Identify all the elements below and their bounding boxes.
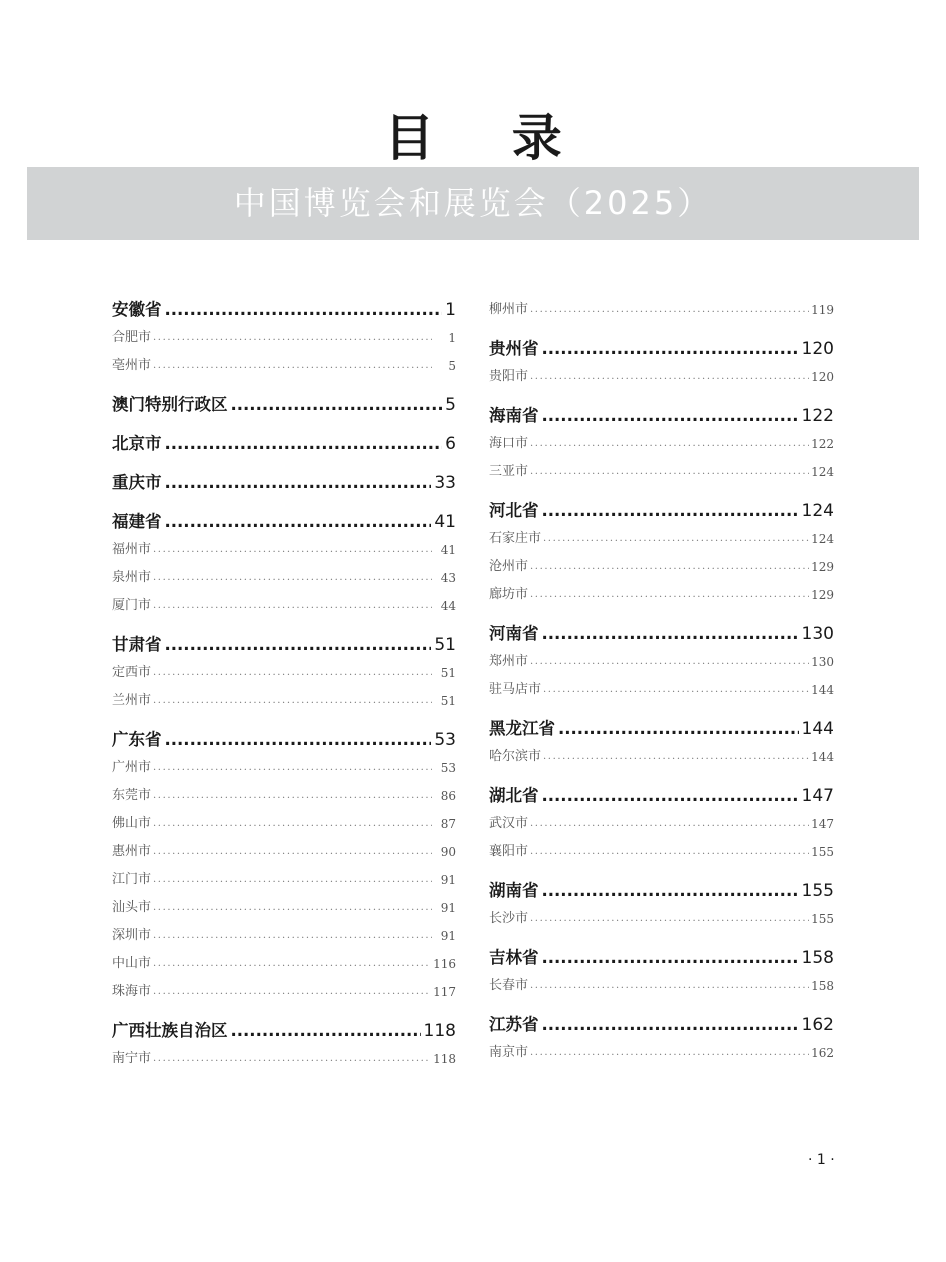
dot-leader (530, 363, 809, 391)
toc-city-entry[interactable] (112, 782, 456, 810)
city-name: 江门市 (112, 872, 152, 887)
city-page-number: 147 (811, 817, 834, 831)
dot-leader (542, 782, 799, 810)
province-page-number: 53 (434, 730, 456, 750)
province-name: 澳门特别行政区 (112, 395, 228, 414)
toc-city-entry[interactable] (489, 525, 834, 553)
city-name: 惠州市 (112, 844, 152, 859)
toc-province-entry[interactable] (112, 469, 456, 497)
city-page-number: 91 (440, 929, 456, 943)
toc-city-entry[interactable] (489, 648, 834, 676)
toc-province-entry[interactable] (112, 1017, 456, 1045)
dot-leader (165, 469, 432, 497)
toc-city-entry[interactable] (112, 922, 456, 950)
toc-province-entry[interactable] (112, 726, 456, 754)
toc-city-entry[interactable] (489, 838, 834, 866)
dot-leader (542, 620, 799, 648)
toc-group (112, 296, 456, 380)
city-name: 中山市 (112, 956, 152, 971)
dot-leader (530, 296, 809, 324)
toc-city-entry[interactable] (489, 458, 834, 486)
province-page-number: 162 (801, 1015, 834, 1035)
city-name: 长春市 (489, 978, 529, 993)
dot-leader (542, 497, 799, 525)
toc-group (489, 335, 834, 391)
province-page-number: 120 (801, 339, 834, 359)
dot-leader (153, 754, 432, 782)
toc-group (112, 391, 456, 419)
city-name: 三亚市 (489, 464, 529, 479)
city-name: 廊坊市 (489, 587, 529, 602)
dot-leader (165, 631, 432, 659)
dot-leader (153, 564, 432, 592)
toc-city-entry[interactable] (489, 430, 834, 458)
toc-city-entry[interactable] (112, 978, 456, 1006)
province-name: 黑龙江省 (489, 719, 555, 738)
toc-city-entry[interactable] (112, 536, 456, 564)
city-name: 沧州市 (489, 559, 529, 574)
toc-city-entry[interactable] (112, 687, 456, 715)
province-name: 重庆市 (112, 473, 162, 492)
city-page-number: 124 (811, 465, 834, 479)
dot-leader (153, 592, 432, 620)
province-name: 北京市 (112, 434, 162, 453)
toc-city-entry[interactable] (489, 1039, 834, 1067)
toc-city-entry[interactable] (112, 950, 456, 978)
city-name: 贵阳市 (489, 369, 529, 384)
toc-province-entry[interactable] (489, 944, 834, 972)
city-name: 泉州市 (112, 570, 152, 585)
dot-leader (153, 352, 432, 380)
toc-province-entry[interactable] (489, 335, 834, 363)
toc-city-entry[interactable] (112, 754, 456, 782)
banner-title: 中国博览会和展览会（2025） (233, 184, 713, 222)
toc-city-entry[interactable] (489, 676, 834, 704)
toc-province-entry[interactable] (112, 508, 456, 536)
city-page-number: 144 (811, 750, 834, 764)
province-page-number: 5 (445, 395, 456, 415)
toc-province-entry[interactable] (489, 715, 834, 743)
dot-leader (530, 838, 809, 866)
toc-province-entry[interactable] (112, 430, 456, 458)
city-page-number: 87 (440, 817, 456, 831)
toc-city-entry[interactable] (112, 1045, 456, 1073)
city-name: 兰州市 (112, 693, 152, 708)
dot-leader (153, 782, 432, 810)
city-page-number: 144 (811, 683, 834, 697)
city-page-number: 44 (440, 599, 456, 613)
province-name: 湖南省 (489, 881, 539, 900)
city-page-number: 116 (433, 957, 456, 971)
city-page-number: 86 (440, 789, 456, 803)
toc-city-entry[interactable] (112, 564, 456, 592)
city-page-number: 155 (811, 912, 834, 926)
toc-group (489, 296, 834, 324)
city-page-number: 91 (440, 901, 456, 915)
city-page-number: 119 (811, 303, 834, 317)
city-page-number: 1 (448, 331, 456, 345)
toc-province-entry[interactable] (112, 296, 456, 324)
dot-leader (543, 525, 809, 553)
toc-city-entry[interactable] (489, 972, 834, 1000)
toc-city-entry[interactable] (112, 866, 456, 894)
city-page-number: 162 (811, 1046, 834, 1060)
province-name: 河北省 (489, 501, 539, 520)
subtitle-banner (27, 167, 919, 240)
dot-leader (165, 726, 432, 754)
toc-province-entry[interactable] (489, 877, 834, 905)
toc-city-entry[interactable] (112, 659, 456, 687)
city-page-number: 130 (811, 655, 834, 669)
city-page-number: 51 (440, 666, 456, 680)
province-page-number: 155 (801, 881, 834, 901)
province-page-number: 122 (801, 406, 834, 426)
toc-group (489, 782, 834, 866)
province-name: 安徽省 (112, 300, 162, 319)
toc-city-entry[interactable] (489, 581, 834, 609)
page-title: 目 录 (384, 109, 592, 167)
toc-city-entry[interactable] (112, 894, 456, 922)
province-name: 广西壮族自治区 (112, 1021, 228, 1040)
dot-leader (153, 950, 431, 978)
city-page-number: 129 (811, 588, 834, 602)
city-name: 东莞市 (112, 788, 152, 803)
city-name: 南京市 (489, 1045, 529, 1060)
province-name: 河南省 (489, 624, 539, 643)
toc-group (112, 726, 456, 1006)
province-name: 江苏省 (489, 1015, 539, 1034)
dot-leader (542, 877, 799, 905)
dot-leader (543, 743, 809, 771)
dot-leader (153, 536, 432, 564)
dot-leader (542, 335, 799, 363)
city-page-number: 120 (811, 370, 834, 384)
toc-province-entry[interactable] (112, 631, 456, 659)
dot-leader (530, 810, 809, 838)
city-page-number: 41 (440, 543, 456, 557)
city-page-number: 124 (811, 532, 834, 546)
province-page-number: 6 (445, 434, 456, 454)
city-page-number: 53 (440, 761, 456, 775)
toc-group (112, 430, 456, 458)
toc-group (489, 620, 834, 704)
dot-leader (558, 715, 799, 743)
dot-leader (543, 676, 809, 704)
toc-group (489, 497, 834, 609)
toc-city-entry[interactable] (112, 592, 456, 620)
toc-group (489, 715, 834, 771)
province-name: 贵州省 (489, 339, 539, 358)
city-name: 深圳市 (112, 928, 152, 943)
province-page-number: 144 (801, 719, 834, 739)
city-page-number: 5 (448, 359, 456, 373)
dot-leader (530, 1039, 809, 1067)
toc-city-entry[interactable] (112, 324, 456, 352)
dot-leader (153, 810, 432, 838)
dot-leader (153, 1045, 431, 1073)
city-name: 合肥市 (112, 330, 152, 345)
dot-leader (153, 922, 432, 950)
city-name: 郑州市 (489, 654, 529, 669)
city-name: 佛山市 (112, 816, 152, 831)
dot-leader (542, 944, 799, 972)
city-name: 柳州市 (489, 302, 529, 317)
dot-leader (231, 1017, 421, 1045)
province-name: 吉林省 (489, 948, 539, 967)
province-page-number: 51 (434, 635, 456, 655)
city-name: 海口市 (489, 436, 529, 451)
city-page-number: 122 (811, 437, 834, 451)
province-name: 广东省 (112, 730, 162, 749)
toc-province-entry[interactable] (489, 1011, 834, 1039)
city-name: 亳州市 (112, 358, 152, 373)
city-page-number: 118 (433, 1052, 456, 1066)
toc-city-entry[interactable] (489, 905, 834, 933)
city-page-number: 90 (440, 845, 456, 859)
city-page-number: 155 (811, 845, 834, 859)
dot-leader (153, 894, 432, 922)
city-name: 石家庄市 (489, 531, 542, 546)
toc-province-entry[interactable] (112, 391, 456, 419)
dot-leader (153, 687, 432, 715)
dot-leader (153, 838, 432, 866)
toc-city-entry[interactable] (489, 810, 834, 838)
dot-leader (153, 324, 432, 352)
toc-left-column (112, 296, 456, 1084)
province-page-number: 158 (801, 948, 834, 968)
dot-leader (530, 972, 809, 1000)
toc-group (112, 508, 456, 620)
toc-group (112, 1017, 456, 1073)
dot-leader (153, 978, 431, 1006)
dot-leader (530, 430, 809, 458)
city-name: 南宁市 (112, 1051, 152, 1066)
city-page-number: 158 (811, 979, 834, 993)
province-name: 海南省 (489, 406, 539, 425)
toc-group (489, 944, 834, 1000)
dot-leader (153, 866, 432, 894)
city-page-number: 51 (440, 694, 456, 708)
city-name: 武汉市 (489, 816, 529, 831)
toc-group (489, 877, 834, 933)
dot-leader (530, 553, 809, 581)
toc-province-entry[interactable] (489, 620, 834, 648)
dot-leader (542, 1011, 799, 1039)
toc-province-entry[interactable] (489, 402, 834, 430)
city-name: 襄阳市 (489, 844, 529, 859)
province-page-number: 118 (423, 1021, 456, 1041)
toc-city-entry[interactable] (489, 296, 834, 324)
city-page-number: 129 (811, 560, 834, 574)
dot-leader (530, 648, 809, 676)
city-name: 广州市 (112, 760, 152, 775)
toc-city-entry[interactable] (112, 352, 456, 380)
page-number: · 1 · (808, 1152, 835, 1168)
province-name: 甘肃省 (112, 635, 162, 654)
toc-group (489, 402, 834, 486)
province-page-number: 130 (801, 624, 834, 644)
dot-leader (165, 430, 443, 458)
city-name: 福州市 (112, 542, 152, 557)
toc-city-entry[interactable] (489, 743, 834, 771)
toc-group (112, 469, 456, 497)
toc-right-column (489, 296, 834, 1078)
province-page-number: 33 (434, 473, 456, 493)
dot-leader (231, 391, 443, 419)
city-name: 定西市 (112, 665, 152, 680)
city-name: 汕头市 (112, 900, 152, 915)
dot-leader (530, 905, 809, 933)
city-name: 驻马店市 (489, 682, 542, 697)
city-page-number: 43 (440, 571, 456, 585)
city-name: 长沙市 (489, 911, 529, 926)
city-page-number: 91 (440, 873, 456, 887)
toc-group (489, 1011, 834, 1067)
dot-leader (542, 402, 799, 430)
dot-leader (530, 458, 809, 486)
province-page-number: 1 (445, 300, 456, 320)
dot-leader (165, 296, 443, 324)
toc-city-entry[interactable] (112, 810, 456, 838)
province-page-number: 41 (434, 512, 456, 532)
city-name: 哈尔滨市 (489, 749, 542, 764)
province-name: 福建省 (112, 512, 162, 531)
province-page-number: 147 (801, 786, 834, 806)
toc-province-entry[interactable] (489, 782, 834, 810)
province-name: 湖北省 (489, 786, 539, 805)
toc-city-entry[interactable] (489, 363, 834, 391)
dot-leader (153, 659, 432, 687)
toc-city-entry[interactable] (112, 838, 456, 866)
toc-group (112, 631, 456, 715)
dot-leader (530, 581, 809, 609)
city-name: 珠海市 (112, 984, 152, 999)
toc-city-entry[interactable] (489, 553, 834, 581)
toc-province-entry[interactable] (489, 497, 834, 525)
city-page-number: 117 (433, 985, 456, 999)
province-page-number: 124 (801, 501, 834, 521)
dot-leader (165, 508, 432, 536)
city-name: 厦门市 (112, 598, 152, 613)
